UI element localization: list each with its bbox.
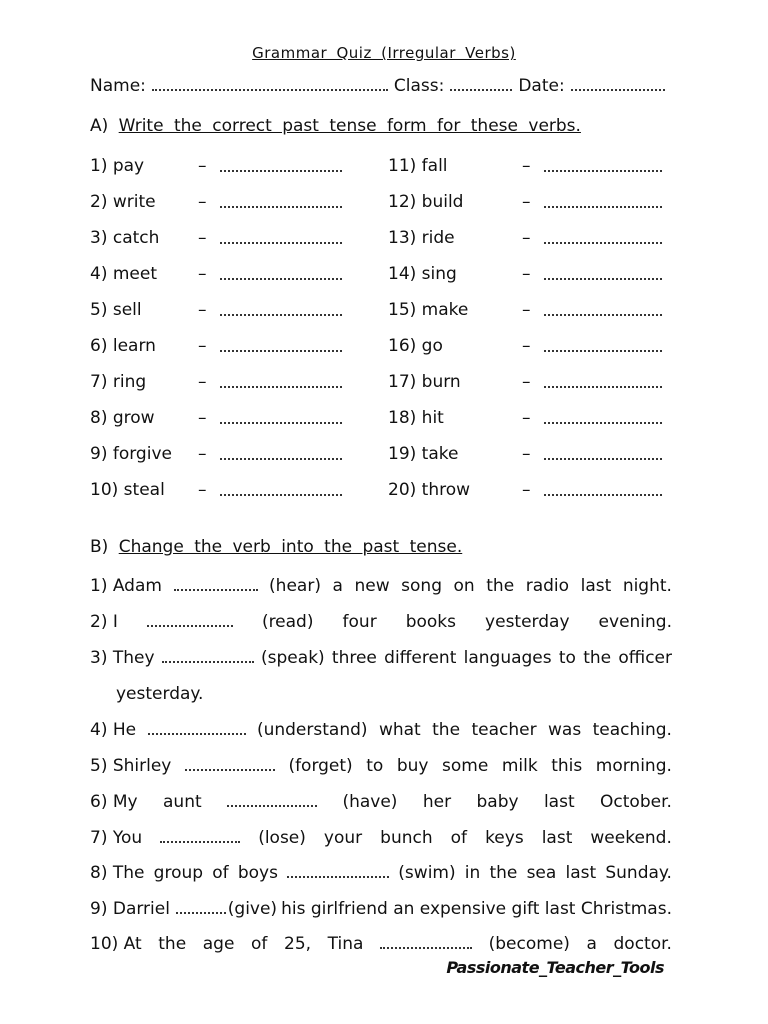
dash-separator: – bbox=[198, 264, 207, 284]
verb-word: 9) forgive bbox=[90, 444, 172, 464]
sentence-item bbox=[90, 934, 672, 954]
sentence-word: yesterday bbox=[485, 612, 570, 632]
answer-blank[interactable] bbox=[174, 579, 258, 591]
sentence-item bbox=[90, 899, 672, 919]
sentence-word: age bbox=[202, 934, 235, 954]
dash-separator: – bbox=[522, 336, 531, 356]
dash-separator: – bbox=[522, 408, 531, 428]
sentence-word: this bbox=[551, 756, 583, 776]
sentence-word: group bbox=[153, 863, 204, 883]
sentence-word: of bbox=[251, 934, 268, 954]
sentence-word: of bbox=[450, 828, 468, 848]
sentence-word: 2) I bbox=[90, 612, 118, 632]
dash-separator: – bbox=[522, 192, 531, 212]
answer-blank[interactable] bbox=[185, 759, 275, 771]
verb-hint: (have) bbox=[342, 792, 398, 812]
sentence-word: the bbox=[486, 576, 515, 596]
verb-word: 20) throw bbox=[388, 480, 471, 500]
answer-blank[interactable] bbox=[544, 196, 662, 208]
answer-blank[interactable] bbox=[544, 340, 662, 352]
verb-item bbox=[90, 336, 350, 358]
sentence-word: different bbox=[384, 648, 457, 668]
section-a-letter: A) bbox=[90, 116, 109, 136]
verb-word: 6) learn bbox=[90, 336, 156, 356]
sentence-word: 7) You bbox=[90, 828, 143, 848]
sentence-word: Tina bbox=[327, 934, 364, 954]
answer-blank[interactable] bbox=[544, 268, 662, 280]
dash-separator: – bbox=[198, 300, 207, 320]
sentence-word: teacher bbox=[471, 720, 537, 740]
verb-hint: (understand) bbox=[256, 720, 368, 740]
sentence-word: milk bbox=[501, 756, 538, 776]
dash-separator: – bbox=[198, 336, 207, 356]
sentence-word: four bbox=[342, 612, 377, 632]
sentence-word: new bbox=[354, 576, 390, 596]
name-blank[interactable] bbox=[152, 77, 388, 91]
answer-blank[interactable] bbox=[220, 268, 342, 280]
verb-item bbox=[388, 408, 668, 430]
answer-blank[interactable] bbox=[148, 723, 246, 735]
sentence-word: keys bbox=[485, 828, 524, 848]
answer-blank[interactable] bbox=[220, 304, 342, 316]
sentence-word: his girlfriend an expensive gift last Christmas. bbox=[281, 899, 672, 919]
sentence-word: the bbox=[583, 648, 612, 668]
student-info-row bbox=[90, 76, 672, 96]
answer-blank[interactable] bbox=[544, 160, 662, 172]
sentence-word: night. bbox=[622, 576, 672, 596]
answer-blank[interactable] bbox=[220, 412, 342, 424]
sentence-word: to bbox=[366, 756, 384, 776]
answer-blank[interactable] bbox=[220, 196, 342, 208]
section-a-instruction: Write the correct past tense form for these verbs. bbox=[118, 116, 581, 136]
sentence-item bbox=[90, 612, 672, 632]
dash-separator: – bbox=[522, 264, 531, 284]
verb-word: 5) sell bbox=[90, 300, 142, 320]
verb-word: 8) grow bbox=[90, 408, 155, 428]
sentence-word: October. bbox=[600, 792, 672, 812]
verb-item bbox=[388, 228, 668, 250]
verb-hint: (forget) bbox=[288, 756, 353, 776]
sentence-word: 3) They bbox=[90, 648, 155, 668]
sentence-word: the bbox=[489, 863, 518, 883]
sentence-word: three bbox=[331, 648, 377, 668]
verb-item bbox=[90, 228, 350, 250]
verb-word: 16) go bbox=[388, 336, 443, 356]
verb-item bbox=[388, 192, 668, 214]
sentence-item bbox=[90, 792, 672, 812]
dash-separator: – bbox=[198, 228, 207, 248]
verb-word: 13) ride bbox=[388, 228, 455, 248]
verb-word: 10) steal bbox=[90, 480, 165, 500]
sentence-word: evening. bbox=[598, 612, 672, 632]
sentence-word: books bbox=[405, 612, 457, 632]
sentence-word: aunt bbox=[163, 792, 202, 812]
answer-blank[interactable] bbox=[544, 412, 662, 424]
sentence-item bbox=[90, 648, 672, 668]
verb-item bbox=[90, 192, 350, 214]
sentence-word: to bbox=[558, 648, 576, 668]
verb-hint: (speak) bbox=[261, 648, 325, 668]
section-b-heading bbox=[90, 537, 462, 557]
answer-blank[interactable] bbox=[544, 232, 662, 244]
sentence-continuation: yesterday. bbox=[116, 684, 204, 704]
verb-item bbox=[90, 300, 350, 322]
answer-blank[interactable] bbox=[544, 484, 662, 496]
answer-blank[interactable] bbox=[147, 615, 233, 627]
date-label: Date: bbox=[518, 76, 565, 96]
sentence-item bbox=[90, 828, 672, 848]
section-b-letter: B) bbox=[90, 537, 109, 557]
sentence-word: what bbox=[378, 720, 421, 740]
verb-word: 17) burn bbox=[388, 372, 461, 392]
dash-separator: – bbox=[198, 480, 207, 500]
answer-blank[interactable] bbox=[287, 866, 389, 878]
verb-word: 3) catch bbox=[90, 228, 160, 248]
sentence-word: baby bbox=[476, 792, 519, 812]
verb-hint: (become) bbox=[488, 934, 570, 954]
sentence-word: officer bbox=[618, 648, 672, 668]
sentence-word: in bbox=[464, 863, 481, 883]
answer-blank[interactable] bbox=[162, 651, 254, 663]
verb-word: 4) meet bbox=[90, 264, 157, 284]
sentence-word: morning. bbox=[595, 756, 672, 776]
dash-separator: – bbox=[198, 408, 207, 428]
name-label: Name: bbox=[90, 76, 146, 96]
dash-separator: – bbox=[198, 192, 207, 212]
sentence-word: 9) Darriel bbox=[90, 899, 170, 919]
sentence-word: radio bbox=[525, 576, 570, 596]
verb-word: 7) ring bbox=[90, 372, 147, 392]
sentence-word: of bbox=[212, 863, 229, 883]
sentence-word: sea bbox=[526, 863, 557, 883]
verb-item bbox=[90, 444, 350, 466]
verb-word: 15) make bbox=[388, 300, 469, 320]
verb-item bbox=[388, 264, 668, 286]
sentence-word: doctor. bbox=[613, 934, 672, 954]
section-a-heading bbox=[90, 116, 581, 136]
dash-separator: – bbox=[522, 156, 531, 176]
sentence-word: a bbox=[332, 576, 343, 596]
dash-separator: – bbox=[198, 372, 207, 392]
class-label: Class: bbox=[393, 76, 445, 96]
date-blank[interactable] bbox=[571, 77, 665, 91]
verb-item bbox=[90, 408, 350, 430]
answer-blank[interactable] bbox=[220, 448, 342, 460]
answer-blank[interactable] bbox=[220, 160, 342, 172]
answer-blank[interactable] bbox=[220, 376, 342, 388]
sentence-word: 6) My bbox=[90, 792, 138, 812]
sentence-word: was bbox=[548, 720, 582, 740]
sentence-word: a bbox=[586, 934, 597, 954]
sentence-word: last bbox=[565, 863, 597, 883]
verb-item bbox=[90, 156, 350, 178]
verb-word: 1) pay bbox=[90, 156, 145, 176]
sentence-word: languages bbox=[463, 648, 552, 668]
sentence-word: your bbox=[323, 828, 363, 848]
page-title: Grammar Quiz (Irregular Verbs) bbox=[252, 44, 516, 62]
sentence-word: 8) The bbox=[90, 863, 145, 883]
footer-brand: Passionate_Teacher_Tools bbox=[446, 958, 664, 977]
sentence-word: 5) Shirley bbox=[90, 756, 172, 776]
answer-blank[interactable] bbox=[380, 937, 472, 949]
answer-blank[interactable] bbox=[160, 831, 240, 843]
sentence-word: last bbox=[580, 576, 612, 596]
verb-item bbox=[90, 372, 350, 394]
dash-separator: – bbox=[198, 156, 207, 176]
verb-word: 19) take bbox=[388, 444, 459, 464]
sentence-word: boys bbox=[237, 863, 278, 883]
verb-hint: (give) bbox=[227, 899, 278, 919]
answer-blank[interactable] bbox=[544, 376, 662, 388]
verb-hint: (swim) bbox=[398, 863, 456, 883]
verb-item bbox=[388, 372, 668, 394]
dash-separator: – bbox=[522, 300, 531, 320]
verb-item bbox=[90, 264, 350, 286]
sentence-word: 25, bbox=[284, 934, 312, 954]
sentence-word: 4) He bbox=[90, 720, 137, 740]
sentence-word: teaching. bbox=[592, 720, 672, 740]
sentence-word: her bbox=[422, 792, 452, 812]
sentence-item bbox=[90, 720, 672, 740]
verb-word: 12) build bbox=[388, 192, 464, 212]
class-blank[interactable] bbox=[450, 77, 512, 91]
verb-item bbox=[388, 300, 668, 322]
answer-blank[interactable] bbox=[220, 232, 342, 244]
dash-separator: – bbox=[522, 228, 531, 248]
verb-item bbox=[388, 444, 668, 466]
dash-separator: – bbox=[522, 444, 531, 464]
verb-item bbox=[388, 336, 668, 358]
verb-item bbox=[388, 480, 668, 502]
sentence-word: 1) Adam bbox=[90, 576, 162, 596]
sentence-item bbox=[90, 576, 672, 596]
verb-hint: (hear) bbox=[269, 576, 321, 596]
dash-separator: – bbox=[198, 444, 207, 464]
verb-word: 2) write bbox=[90, 192, 156, 212]
sentence-item bbox=[90, 756, 672, 776]
sentence-word: last bbox=[543, 792, 575, 812]
section-b-instruction: Change the verb into the past tense. bbox=[118, 537, 463, 557]
dash-separator: – bbox=[522, 372, 531, 392]
sentence-word: buy bbox=[396, 756, 429, 776]
verb-item bbox=[90, 480, 350, 502]
answer-blank[interactable] bbox=[544, 304, 662, 316]
verb-word: 11) fall bbox=[388, 156, 448, 176]
answer-blank[interactable] bbox=[220, 340, 342, 352]
sentence-word: weekend. bbox=[590, 828, 672, 848]
answer-blank[interactable] bbox=[176, 902, 226, 914]
sentence-word: 10) At bbox=[90, 934, 142, 954]
verb-hint: (lose) bbox=[258, 828, 306, 848]
sentence-word: the bbox=[158, 934, 187, 954]
verb-item bbox=[388, 156, 668, 178]
answer-blank[interactable] bbox=[220, 484, 342, 496]
sentence-word: song bbox=[401, 576, 442, 596]
answer-blank[interactable] bbox=[544, 448, 662, 460]
verb-hint: (read) bbox=[261, 612, 314, 632]
sentence-word: the bbox=[432, 720, 461, 740]
sentence-word: last bbox=[541, 828, 573, 848]
sentence-word: bunch bbox=[380, 828, 433, 848]
verb-word: 18) hit bbox=[388, 408, 444, 428]
dash-separator: – bbox=[522, 480, 531, 500]
sentence-word: Sunday. bbox=[605, 863, 672, 883]
answer-blank[interactable] bbox=[227, 795, 317, 807]
sentence-word: some bbox=[442, 756, 489, 776]
sentence-word: on bbox=[453, 576, 475, 596]
verb-word: 14) sing bbox=[388, 264, 457, 284]
sentence-item bbox=[90, 863, 672, 883]
